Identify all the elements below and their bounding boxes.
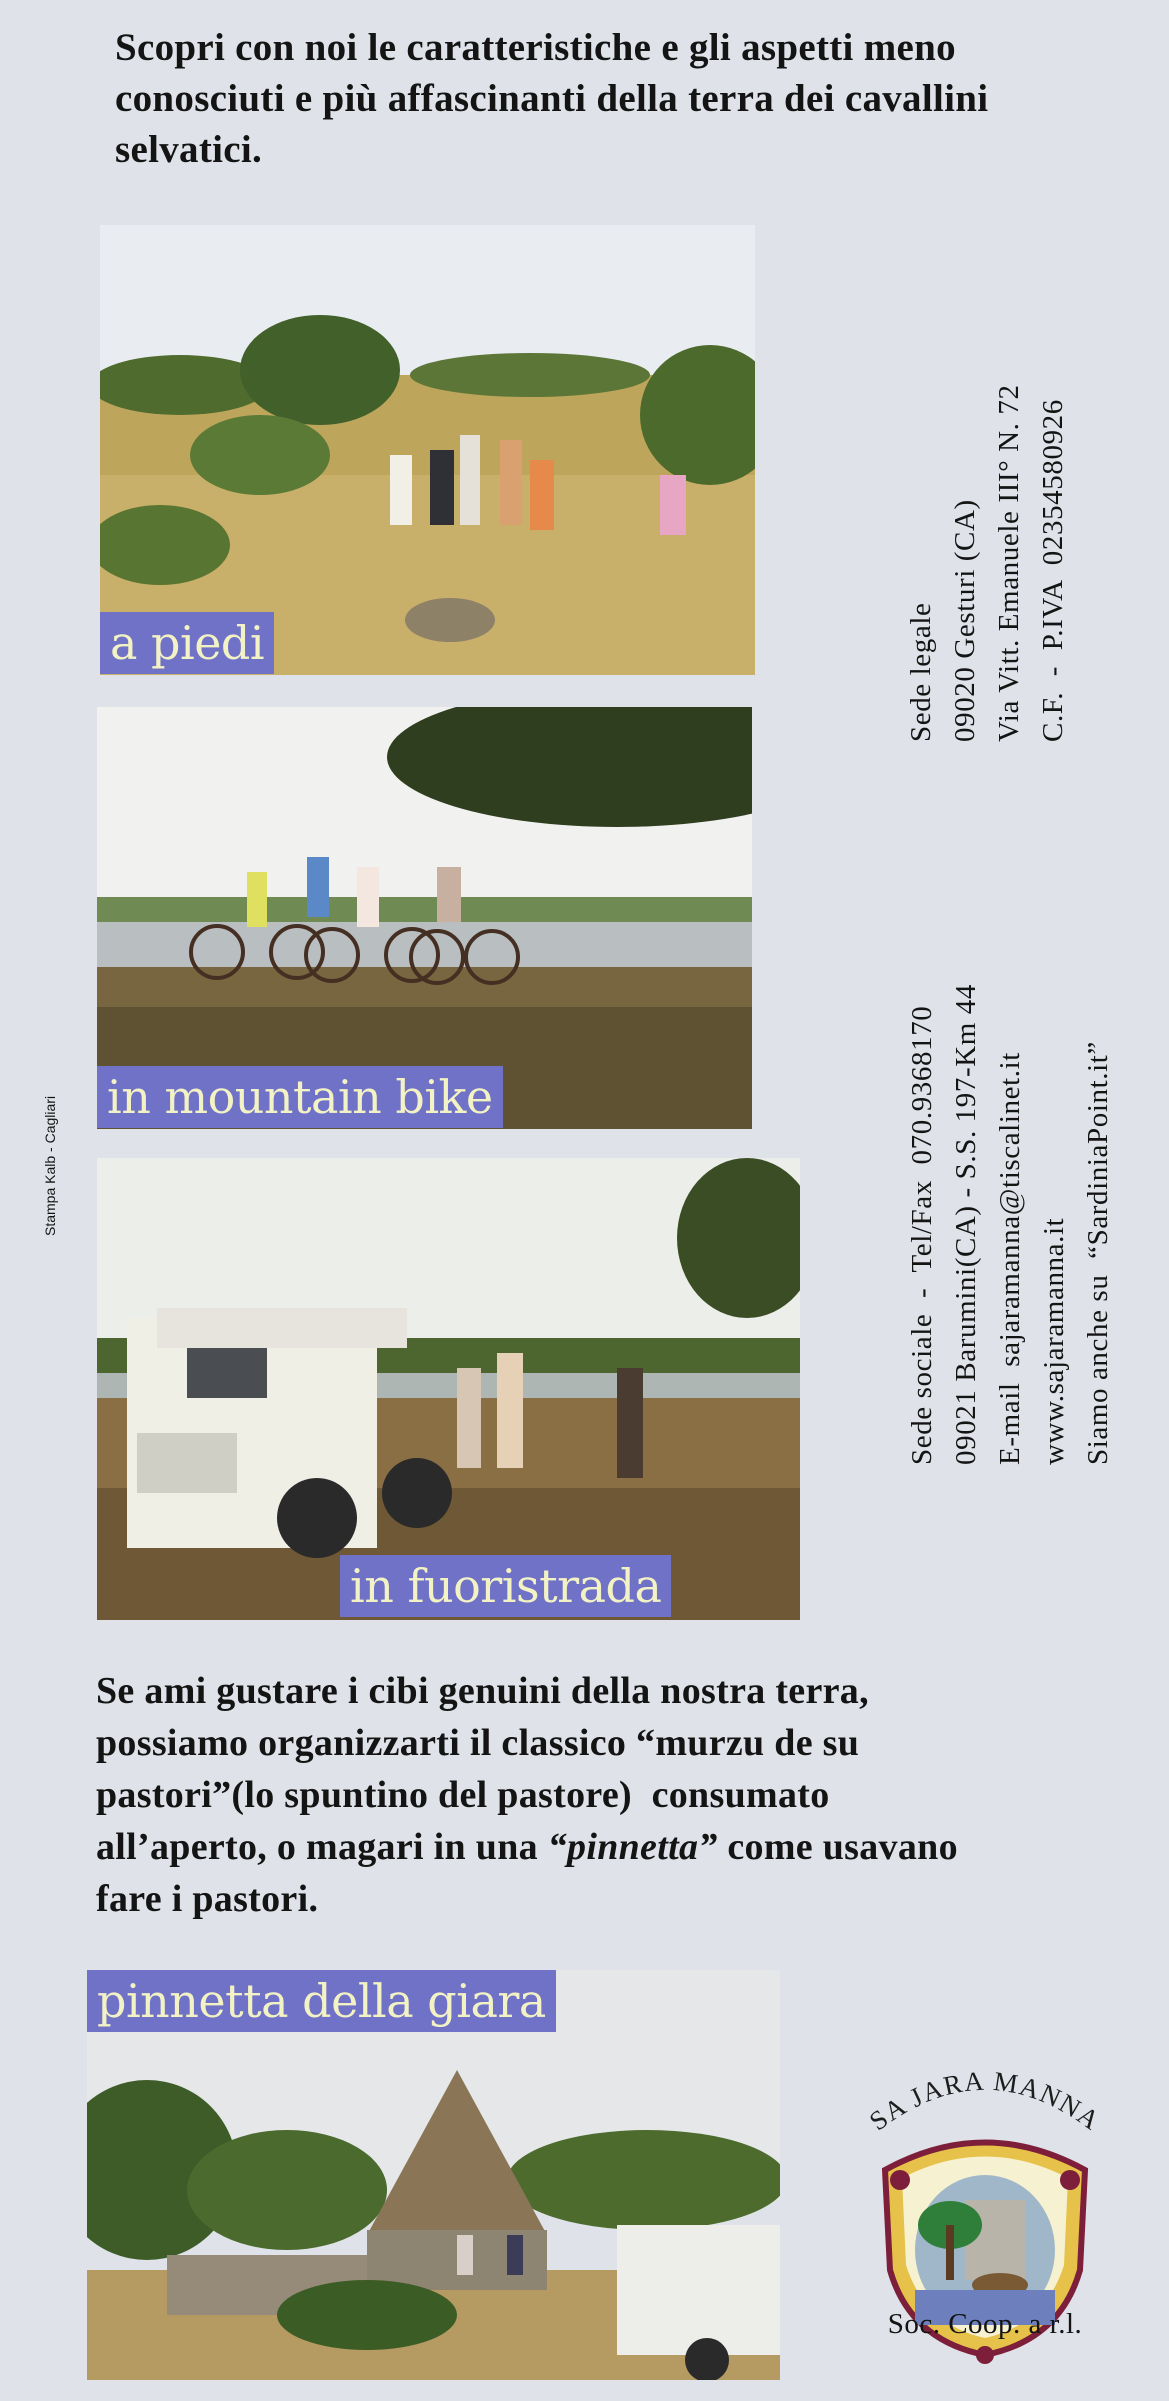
sede-sociale-phone: Sede sociale - Tel/Fax 070.9368170: [906, 1005, 938, 1465]
sede-sociale-web: www.sajaramanna.it: [1038, 1217, 1070, 1465]
sede-sociale-email: E-mail sajaramanna@tiscalinet.it: [994, 1052, 1026, 1465]
photo-fuoristrada: [97, 1158, 800, 1620]
food-line-3: pastori”(lo spuntino del pastore) consumato: [96, 1774, 830, 1816]
label-fuoristrada: in fuoristrada: [340, 1555, 671, 1617]
intro-line-2: conosciuti e più affascinanti della terra dei cavallini: [115, 77, 989, 120]
sede-legale-tax: C.F. - P.IVA 02354580926: [1037, 399, 1069, 742]
sede-legale-address: Via Vitt. Emanuele III° N. 72: [993, 384, 1025, 742]
photo-walking-image: [100, 225, 755, 675]
sede-legale-city: 09020 Gesturi (CA): [949, 499, 981, 742]
intro-text: [115, 22, 1115, 175]
photo-offroad-image: [97, 1158, 800, 1620]
food-paragraph: [96, 1665, 1096, 1925]
sede-sociale-city: 09021 Barumini(CA) - S.S. 197-Km 44: [950, 984, 982, 1465]
label-a-piedi: a piedi: [100, 612, 274, 674]
food-line-4-c: come usavano: [717, 1826, 958, 1868]
food-line-1: Se ami gustare i cibi genuini della nostra terra,: [96, 1670, 869, 1712]
sede-legale-title: Sede legale: [905, 602, 937, 742]
photo-a-piedi: [100, 225, 755, 675]
food-line-5: fare i pastori.: [96, 1878, 319, 1920]
food-line-4-pinnetta: “pinnetta”: [547, 1826, 718, 1868]
sede-sociale-also: Siamo anche su “SardiniaPoint.it”: [1082, 1041, 1114, 1465]
logo-coop-label: Soc. Coop. a r.l.: [887, 2308, 1083, 2340]
sede-sociale-block: [900, 984, 1120, 1465]
logo-name-arc: SA JARA MANNA: [863, 2065, 1107, 2137]
label-pinnetta: pinnetta della giara: [87, 1970, 556, 2032]
svg-text:SA JARA MANNA: [864, 2066, 1106, 2137]
food-line-4-a: all’aperto, o magari in una: [96, 1826, 548, 1868]
food-line-2: possiamo organizzarti il classico “murzu de su: [96, 1722, 860, 1764]
sede-legale-block: [899, 384, 1075, 742]
label-mountain-bike: in mountain bike: [97, 1066, 503, 1128]
printer-credit: Stampa Kalb - Cagliari: [42, 1095, 58, 1236]
intro-line-3: selvatici.: [115, 128, 263, 171]
intro-line-1: Scopri con noi le caratteristiche e gli aspetti meno: [115, 26, 956, 69]
food-line-4: [96, 1821, 1096, 1873]
